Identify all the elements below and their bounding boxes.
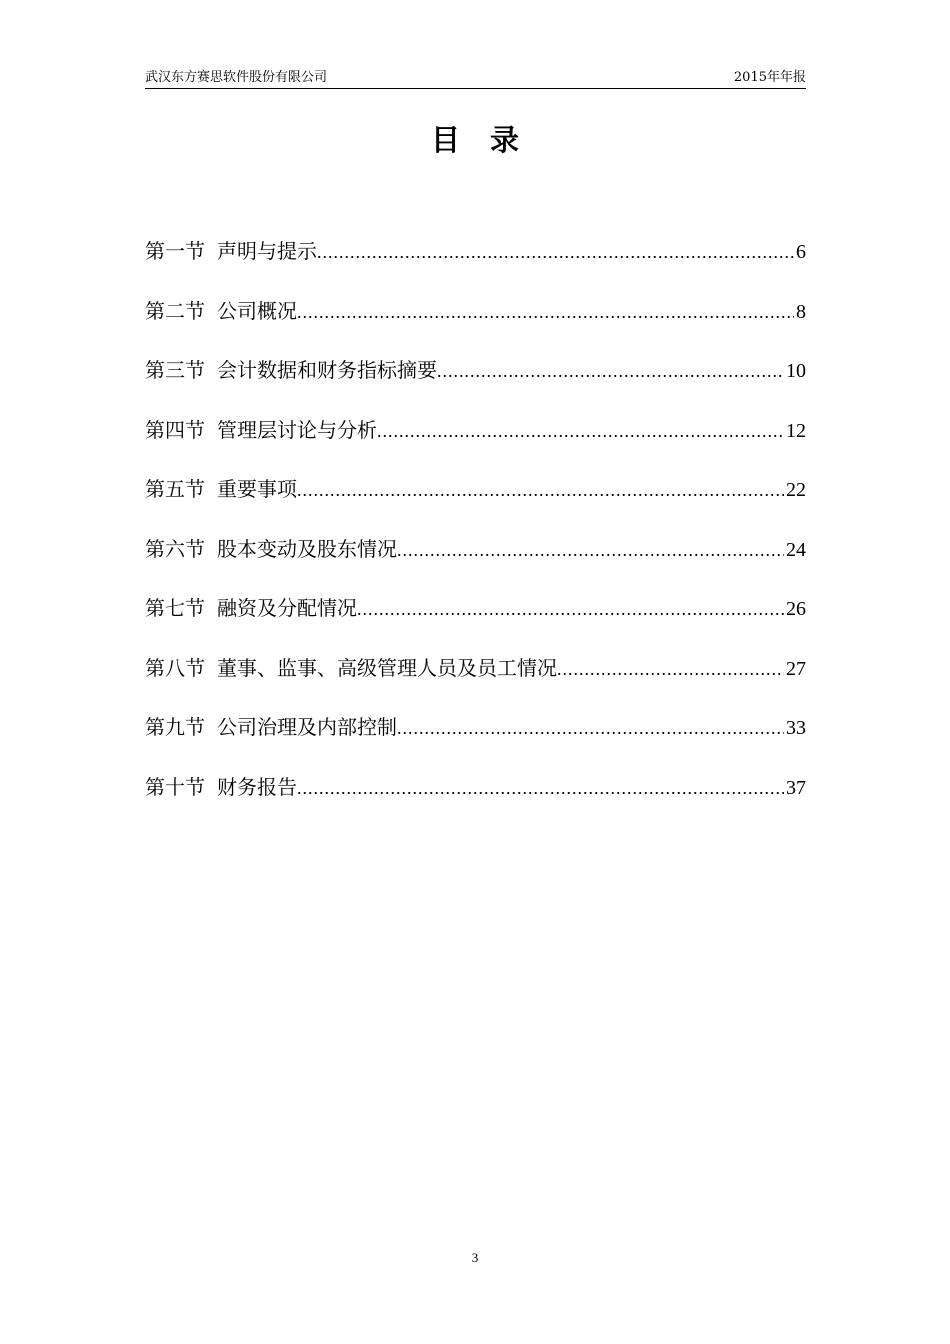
toc-section-number: 第十节 xyxy=(145,774,205,799)
toc-page-number: 24 xyxy=(786,538,806,561)
toc-section-title: 重要事项 xyxy=(217,477,297,501)
toc-section-title: 公司概况 xyxy=(217,298,297,323)
toc-leader-dots xyxy=(397,718,784,739)
toc-entry-8[interactable] xyxy=(145,652,806,712)
toc-section-number: 第八节 xyxy=(145,655,205,680)
toc-section-number: 第七节 xyxy=(145,596,205,620)
toc-page-number: 27 xyxy=(786,657,806,680)
toc-entry-3[interactable] xyxy=(145,354,806,414)
toc-leader-dots xyxy=(297,480,784,501)
toc-entry-9[interactable] xyxy=(145,711,806,771)
toc-leader-dots xyxy=(397,540,784,561)
toc-section-title: 公司治理及内部控制 xyxy=(217,715,397,739)
report-label: 2015年年报 xyxy=(733,70,806,85)
toc-page-number: 33 xyxy=(786,717,806,739)
toc-entry-2[interactable] xyxy=(145,295,806,355)
toc-section-title: 管理层讨论与分析 xyxy=(217,417,377,442)
toc-page-number: 6 xyxy=(796,241,806,263)
toc-entry-1[interactable] xyxy=(145,235,806,295)
toc-leader-dots xyxy=(357,599,784,620)
page-number: 3 xyxy=(471,1250,479,1265)
toc-page-number: 12 xyxy=(786,419,806,442)
toc-section-number: 第五节 xyxy=(145,477,205,501)
toc-leader-dots xyxy=(297,302,794,323)
toc-section-title: 声明与提示 xyxy=(217,239,317,263)
toc-section-number: 第九节 xyxy=(145,715,205,739)
toc-leader-dots xyxy=(317,242,794,263)
toc-section-title: 财务报告 xyxy=(217,774,297,799)
toc-section-title: 融资及分配情况 xyxy=(217,596,357,620)
toc-leader-dots xyxy=(297,778,784,799)
toc-section-title: 股本变动及股东情况 xyxy=(217,536,397,561)
company-name: 武汉东方赛思软件股份有限公司 xyxy=(145,70,328,85)
toc-section-title: 会计数据和财务指标摘要 xyxy=(217,358,437,382)
table-of-contents xyxy=(145,235,806,830)
toc-page-number: 10 xyxy=(786,360,806,382)
toc-entry-4[interactable] xyxy=(145,414,806,474)
page-header xyxy=(145,66,806,89)
toc-section-number: 第四节 xyxy=(145,417,205,442)
toc-entry-6[interactable] xyxy=(145,533,806,593)
toc-entry-5[interactable] xyxy=(145,473,806,533)
toc-section-title: 董事、监事、高级管理人员及员工情况 xyxy=(217,655,557,680)
toc-leader-dots xyxy=(437,361,784,382)
toc-page-number: 8 xyxy=(796,300,806,323)
toc-section-number: 第二节 xyxy=(145,298,205,323)
toc-leader-dots xyxy=(557,659,784,680)
toc-section-number: 第一节 xyxy=(145,239,205,263)
toc-page-number: 22 xyxy=(786,479,806,501)
toc-page-number: 37 xyxy=(786,776,806,799)
page-title: 目录 xyxy=(430,123,549,157)
toc-entry-10[interactable] xyxy=(145,771,806,831)
toc-entry-7[interactable] xyxy=(145,592,806,652)
toc-leader-dots xyxy=(377,421,784,442)
toc-section-number: 第三节 xyxy=(145,358,205,382)
toc-page-number: 26 xyxy=(786,598,806,620)
toc-section-number: 第六节 xyxy=(145,536,205,561)
